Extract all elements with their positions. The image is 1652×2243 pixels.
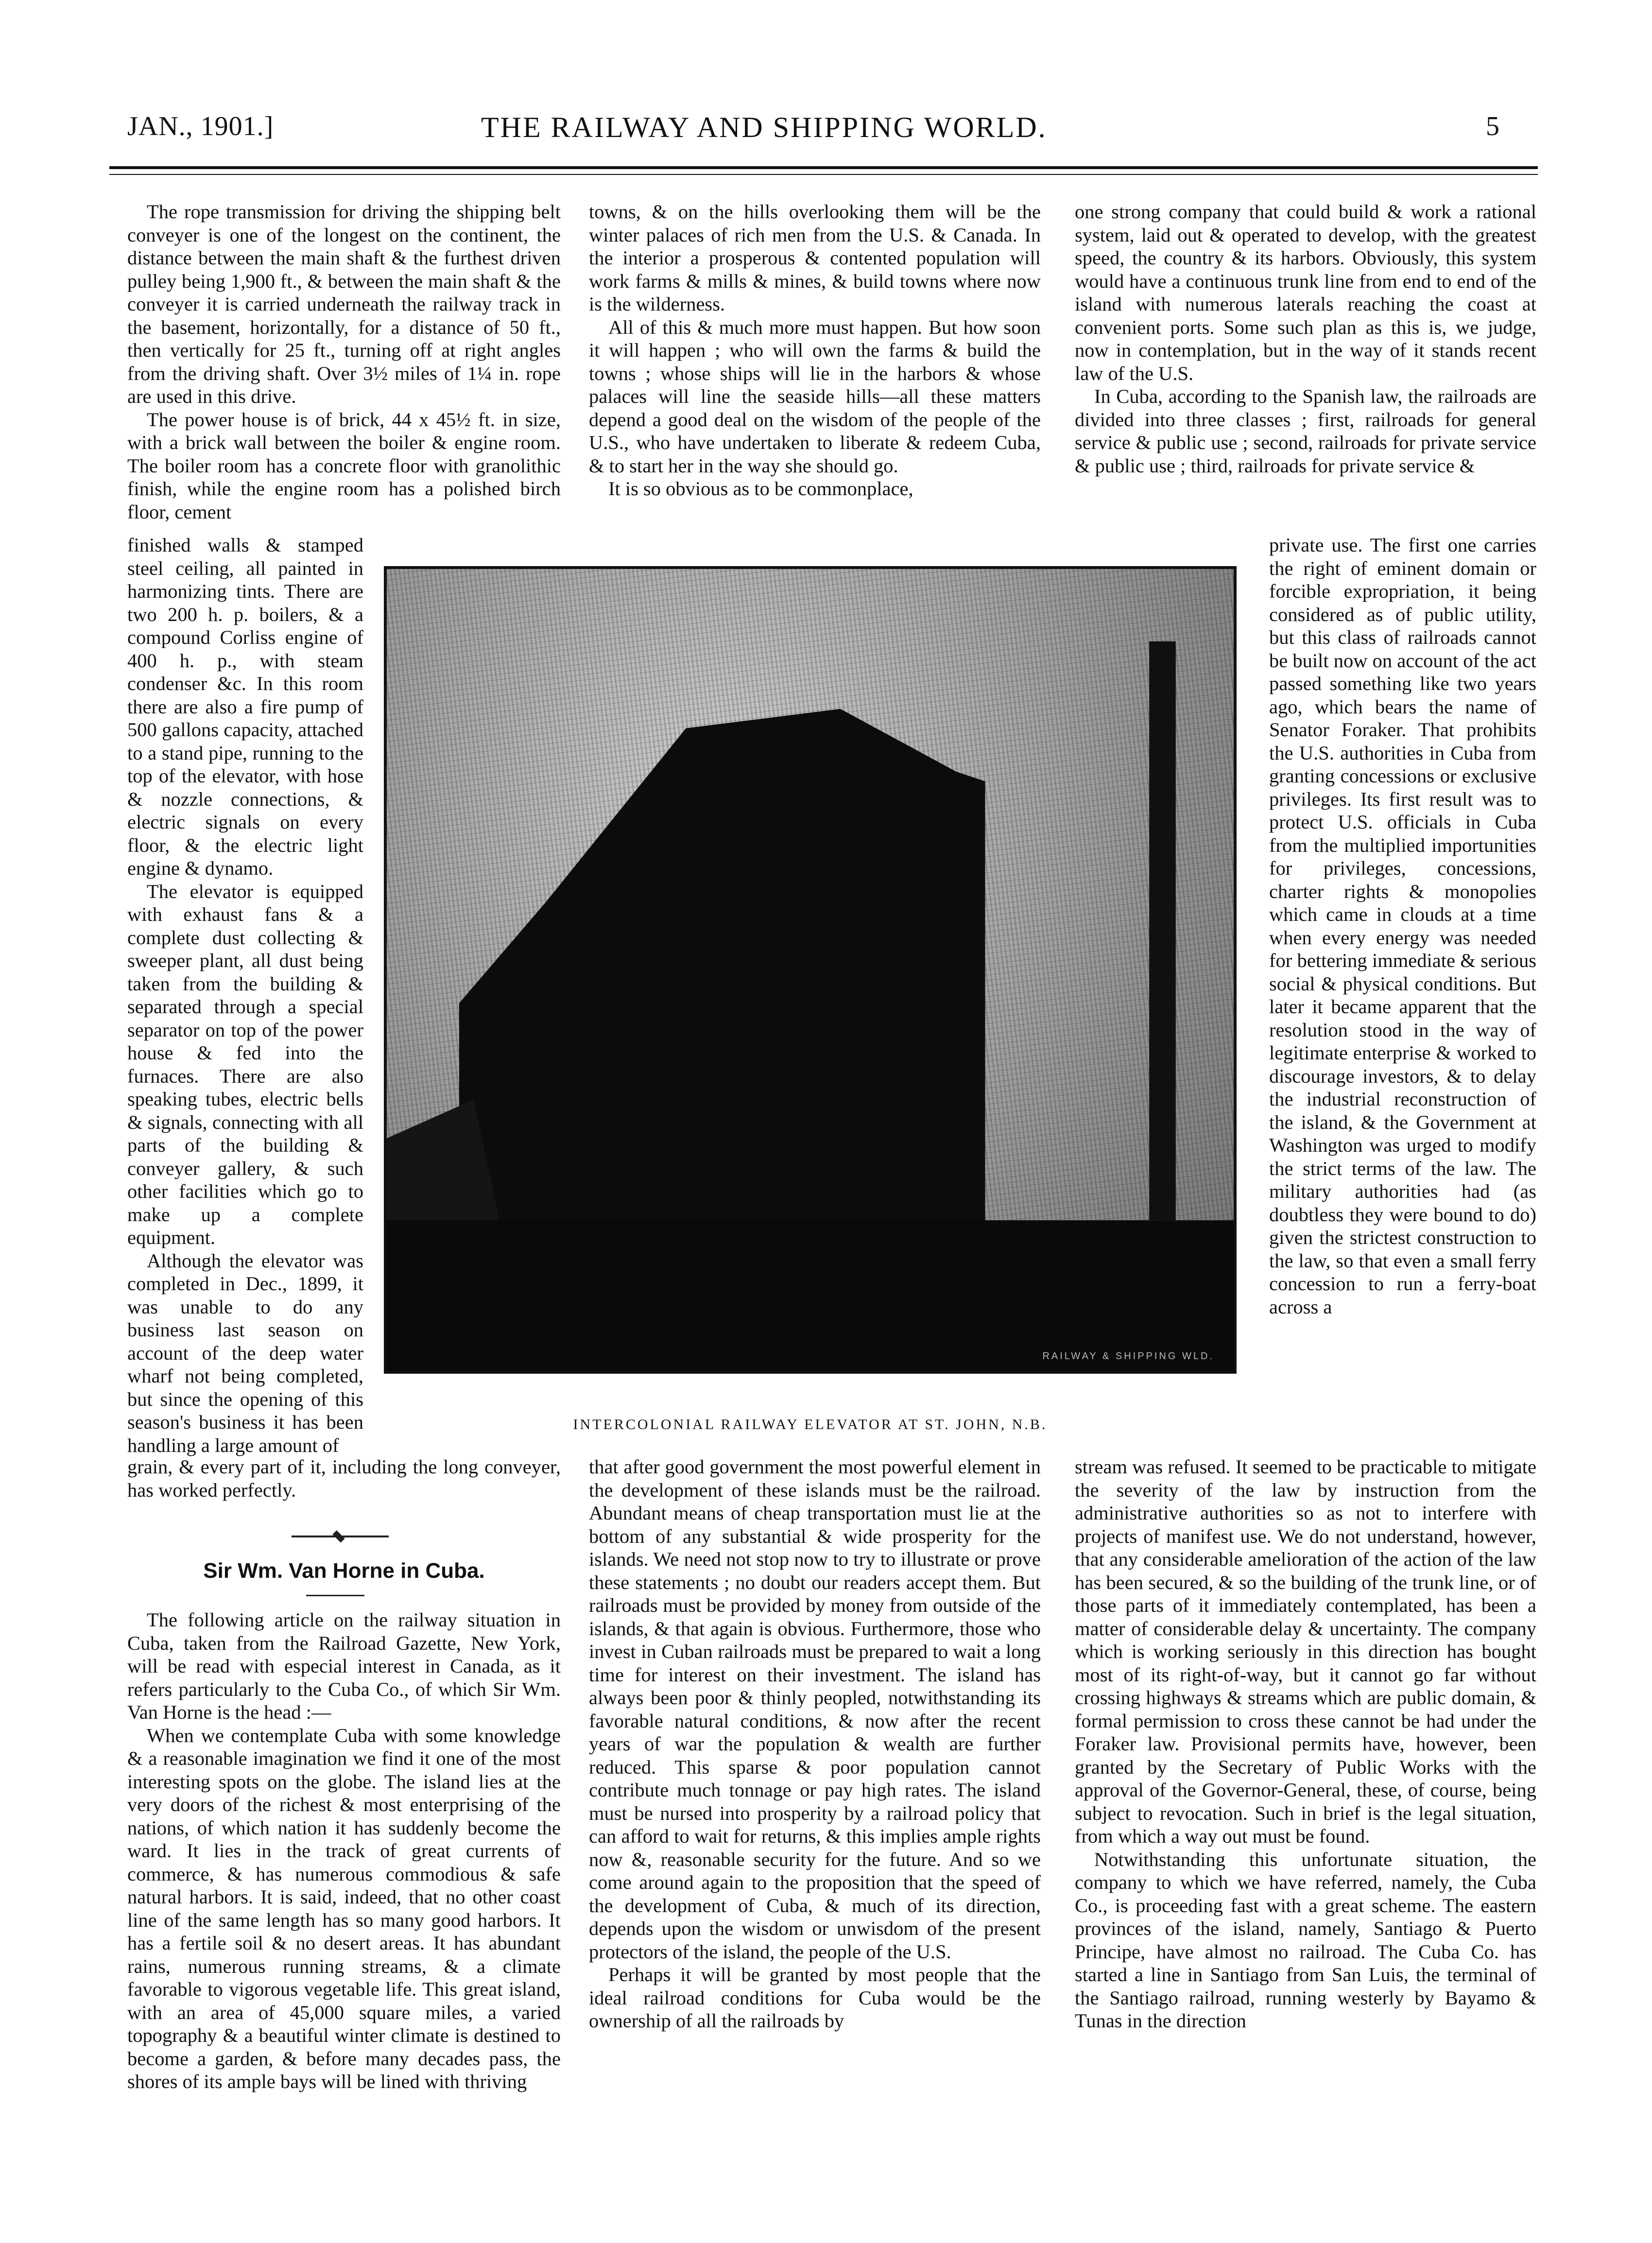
paragraph: All of this & much more must happen. But how soon it will happen ; who will own the farms & build the towns ; whose ships will lie in the harbors & whose palaces will line the seaside hills—all these matters depend a good deal on the wisdom of the people of the U.S., who have undertaken to liberate & redeem Cuba, & to start her in the way she should go.	[589, 316, 1041, 477]
paragraph: The following article on the railway situation in Cuba, taken from the Railroad Gazette, New York, will be read with especial interest in Canada, as it refers particularly to the Cuba Co., of which Sir Wm. Van Horne is the head :—	[127, 1609, 561, 1723]
paragraph: towns, & on the hills overlooking them will be the winter palaces of rich men from the U.S. & Canada. In the interior a prosperous & contented population will work farms & mills & mines, & build towns where now is the wilderness.	[589, 201, 1041, 315]
paragraph: one strong company that could build & work a rational system, laid out & operated to develop, with the greatest speed, the country & its harbors. Obviously, this system would have a continuous trunk line from end to end of the island with numerous laterals reaching the coast at convenient ports. Some such plan as this is, we judge, now in contemplation, but in the way of it stands recent law of the U.S.	[1075, 201, 1536, 384]
issue-date: JAN., 1901.]	[127, 111, 274, 141]
paragraph: grain, & every part of it, including the long conveyer, has worked perfectly.	[127, 1456, 561, 1501]
column-3-bottom	[1075, 1455, 1536, 2033]
paragraph: stream was refused. It seemed to be practicable to mitigate the severity of the law by instruction from the administrative authorities so as not to interfere with projects of manifest use. We do not understand, however, that any considerable amelioration of the action of the law has been secured, & so the building of the trunk line, or of those parts of it immediately contemplated, has been a matter of considerable delay & uncertainty. The company which is working seriously in this direction has bought most of its right-of-way, but it cannot go far without crossing highways & streams which are public domain, & formal permission to cross these cannot be had under the Foraker law. Provisional permits have, however, been granted by the Secretary of Public Works with the approval of the Governor-General, these, of course, being subject to revocation. Such in brief is the legal situation, from which a way out must be found.	[1075, 1456, 1536, 1847]
paragraph: Notwithstanding this unfortunate situation, the company to which we have referred, namely, the Cuba Co., is proceeding fast with a great scheme. The eastern provinces of the island, namely, Santiago & Puerto Principe, have almost no railroad. The Cuba Co. has started a line in Santiago from San Luis, the terminal of the Santiago railroad, running westerly by Bayamo & Tunas in the direction	[1075, 1848, 1536, 2032]
column-1-article	[127, 1608, 561, 2093]
paragraph: Although the elevator was completed in Dec., 1899, it was unable to do any business last season on account of the deep water wharf not being completed, but since the opening of this season's business it has been handling a large amount of	[127, 1249, 363, 1456]
title-rule	[306, 1595, 364, 1596]
photo-credit: RAILWAY & SHIPPING WLD.	[1042, 1351, 1214, 1362]
figure-caption: INTERCOLONIAL RAILWAY ELEVATOR AT ST. JOHN, N.B.	[573, 1416, 1048, 1432]
column-3-narrow	[1269, 534, 1536, 1318]
article-title: Sir Wm. Van Horne in Cuba.	[203, 1559, 485, 1583]
page-number: 5	[1486, 111, 1499, 141]
column-3-top	[1075, 200, 1536, 477]
paragraph: that after good government the most powerful element in the development of these islands must be the railroad. Abundant means of cheap transportation must lie at the bottom of any substantial & wide prosperity for the islands. We need not stop now to try to illustrate or prove these statements ; no doubt our readers accept them. But railroads must be provided by money from outside of the islands, & that again is obvious. Furthermore, those who invest in Cuban railroads must be prepared to wait a long time for interest on their investment. The island has always been poor & thinly peopled, notwithstanding its favorable natural conditions, & now after the recent years of war the population & wealth are further reduced. This sparse & poor population cannot contribute much tonnage or pay high rates. The island must be nursed into prosperity by a railroad policy that can afford to wait for returns, & this implies ample rights now &, reasonable security for the future. And so we come around again to the proposition that the speed of the development of Cuba, & much of its direction, depends upon the wisdom or unwisdom of the present protectors of the island, the people of the U.S.	[589, 1456, 1041, 1963]
column-2-bottom	[589, 1455, 1041, 2033]
paragraph: private use. The first one carries the right of eminent domain or forcible expropriation, it being considered as of public utility, but this class of railroads cannot be built now on account of the act passed something like two years ago, which bears the name of Senator Foraker. That prohibits the U.S. authorities in Cuba from granting concessions or exclusive privileges. Its first result was to protect U.S. officials in Cuba from the multiplied importunities for privileges, concessions, charter rights & monopolies which came in clouds at a time when every energy was needed for bettering immediate & serious social & physical conditions. But later it became apparent that the resolution stood in the way of legitimate enterprise & worked to discourage investors, & to delay the industrial reconstruction of the island, & the Government at Washington was urged to modify the strict terms of the law. The military authorities had (as doubtless they were bound to do) given the strictest construction to the law, so that even a small ferry concession to run a ferry-boat across a	[1269, 534, 1536, 1318]
paragraph: When we contemplate Cuba with some knowledge & a reasonable imagination we find it one of the most interesting spots on the globe. The island lies at the very doors of the richest & most enterprising of the nations, of which nation it has suddenly become the ward. It lies in the track of great currents of commerce, & has numerous commodious & safe natural harbors. It is said, indeed, that no other coast line of the same length has so many good harbors. It has a fertile soil & no desert areas. It has abundant rains, numerous running streams, & a climate favorable to vigorous vegetable life. This great island, with an area of 45,000 square miles, a varied topography & a beautiful winter climate is destined to become a garden, & before many decades pass, the shores of its ample bays will be lined with thriving	[127, 1724, 561, 2092]
paragraph: In Cuba, according to the Spanish law, the railroads are divided into three classes ; first, railroads for general service & public use ; second, railroads for private service & public use ; third, railroads for private service &	[1075, 385, 1536, 477]
paragraph: finished walls & stamped steel ceiling, all painted in harmonizing tints. There are two 200 h. p. boilers, & a compound Corliss engine of 400 h. p., with steam condenser &c. In this room there are also a fire pump of 500 gallons capacity, attached to a stand pipe, running to the top of the elevator, with hose & nozzle connections, & electric signals on every floor, & the electric light engine & dynamo.	[127, 534, 363, 879]
header-rule-thick	[109, 166, 1538, 169]
paragraph: Perhaps it will be granted by most people that the ideal railroad conditions for Cuba would be the ownership of all the railroads by	[589, 1964, 1041, 2032]
page-header	[0, 111, 1652, 150]
publication-title: THE RAILWAY AND SHIPPING WORLD.	[481, 111, 1047, 143]
elevator-photograph	[384, 566, 1237, 1374]
paragraph: The rope transmission for driving the shipping belt conveyer is one of the longest on the continent, the distance between the main shaft & the furthest driven pulley being 1,900 ft., & between the main shaft & the conveyer it is carried underneath the railway track in the basement, horizontally, for a distance of 50 ft., then vertically for 25 ft., turning off at right angles from the driving shaft. Over 3½ miles of 1¼ in. rope are used in this drive.	[127, 201, 561, 407]
column-2-top	[589, 200, 1041, 500]
paragraph: It is so obvious as to be commonplace,	[608, 478, 913, 500]
paragraph: The elevator is equipped with exhaust fans & a complete dust collecting & sweeper plant, all dust being taken from the building & separated through a special separator on top of the power house & fed into the furnaces. There are also speaking tubes, electric bells & signals, connecting with all parts of the building & conveyer gallery, & such other facilities which go to make up a complete equipment.	[127, 880, 363, 1248]
separator-ornament	[332, 1530, 344, 1542]
column-1-top	[127, 200, 561, 523]
column-1-narrow	[127, 534, 363, 1457]
paragraph: The power house is of brick, 44 x 45½ ft. in size, with a brick wall between the boiler & engine room. The boiler room has a concrete floor with granolithic finish, while the engine room has a polished birch floor, cement	[127, 408, 561, 523]
header-rule-thin	[109, 174, 1538, 175]
section-separator	[292, 1536, 389, 1537]
column-1-bottom	[127, 1455, 561, 1501]
elevator-silhouette	[387, 569, 1234, 1371]
